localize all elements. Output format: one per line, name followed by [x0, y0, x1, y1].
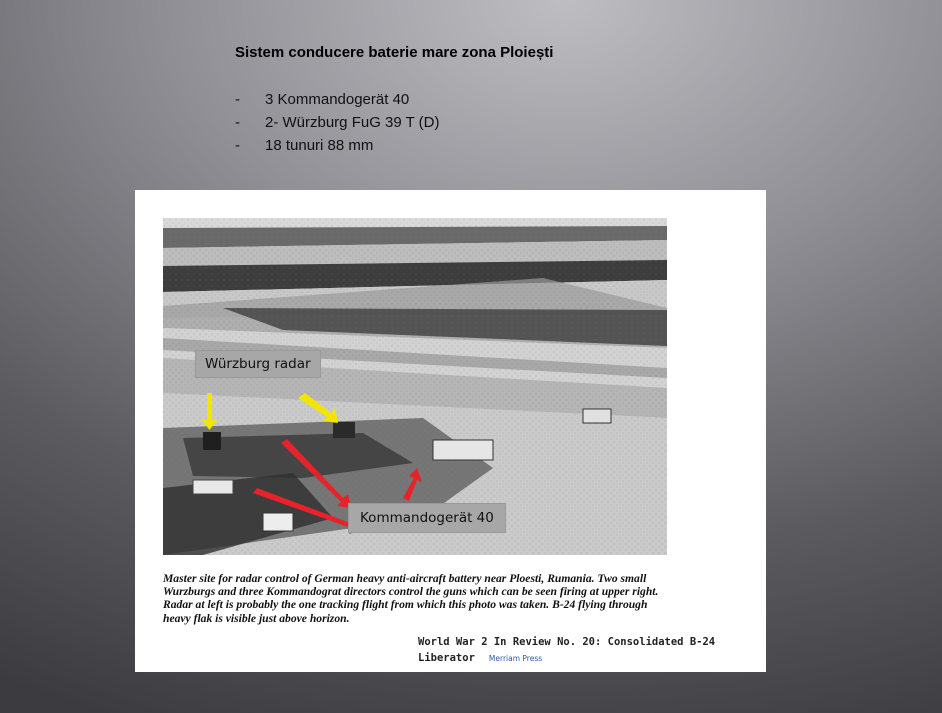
bullet-marker: - — [235, 91, 240, 108]
publisher-name: Merriam Press — [488, 654, 543, 663]
source-citation — [418, 634, 738, 667]
bullet-marker: - — [235, 114, 240, 131]
bullet-item — [235, 111, 440, 134]
bullet-text: 3 Kommandogerät 40 — [265, 91, 410, 108]
source-title: World War 2 In Review No. 20: Consolidated B-24 Liberator — [418, 636, 716, 664]
bullet-item — [235, 134, 440, 157]
kommandogerat-callout: Kommandogerät 40 — [349, 504, 505, 532]
bullet-text: 18 tunuri 88 mm — [265, 137, 374, 154]
bullet-marker: - — [235, 137, 240, 154]
aerial-photo — [163, 218, 667, 555]
bullet-list — [235, 88, 440, 157]
figure-card — [135, 190, 766, 672]
slide-title: Sistem conducere baterie mare zona Ploiești — [235, 44, 554, 61]
bullet-item — [235, 88, 440, 111]
bullet-text: 2- Würzburg FuG 39 T (D) — [265, 114, 440, 131]
photo-caption: Master site for radar control of German heavy anti-aircraft battery near Ploesti, Rumania. Two small Wurzburgs and three Kommandograt directors control the guns which can be seen firing at upper right. Radar at left is probably the one tracking flight from which this photo was taken. B-24 flying through heavy flak is visible just above horizon. — [163, 572, 659, 625]
wurzburg-callout: Würzburg radar — [196, 351, 320, 377]
